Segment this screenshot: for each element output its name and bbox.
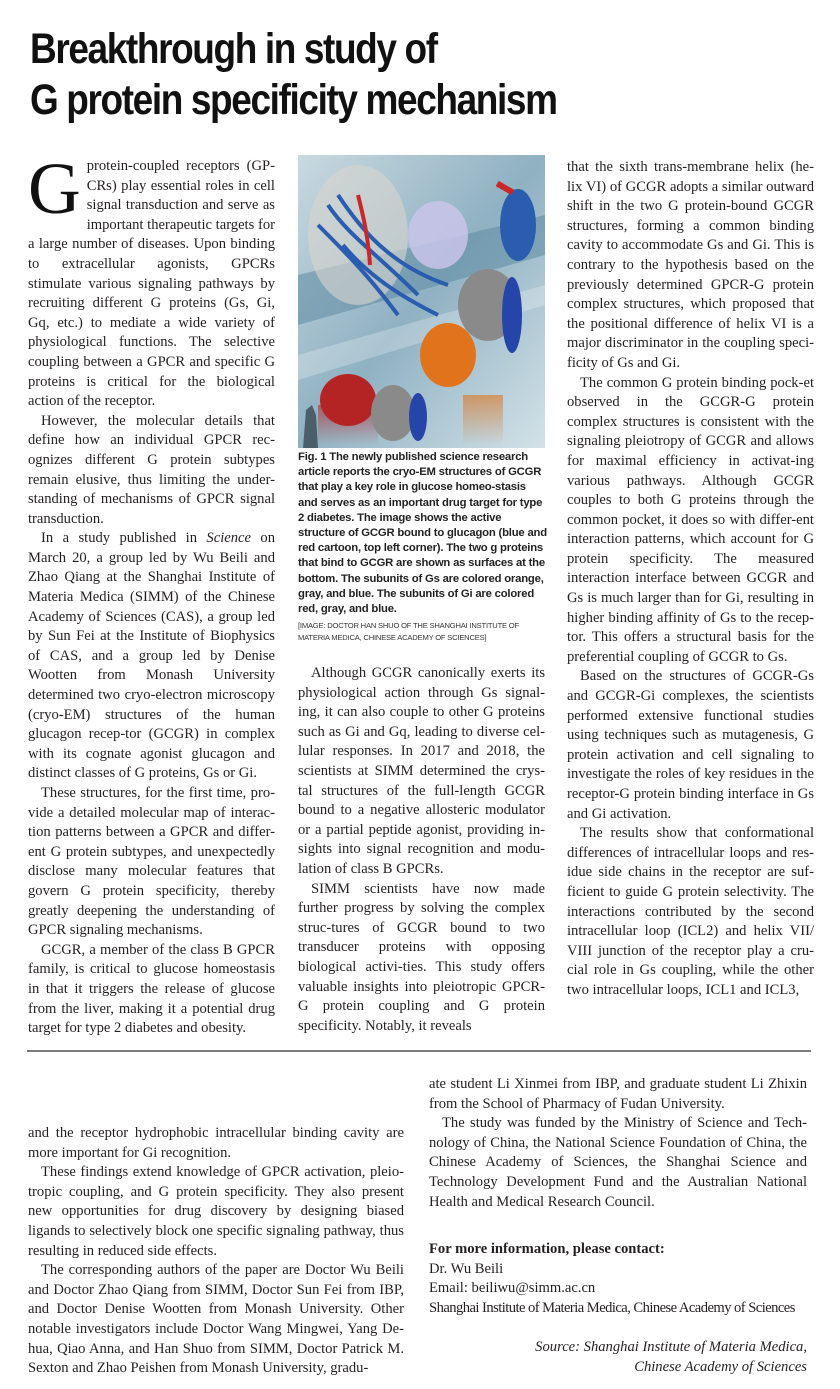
vesicle <box>408 201 468 269</box>
headline-line-2: G protein specificity mechanism <box>30 76 557 124</box>
figure-caption: Fig. 1 The newly published science research article reports the cryo-EM structures of GCGR that play a key role in glucose homeo-stasis and serves as an important drug target for type 2 diabetes. The image shows the active structure of GCGR bound to glucagon (blue and red cartoon, top left corner). The two g proteins that bind to GCGR are shown as surfaces at the bottom. The subunits of Gs are colored orange, gray, and blue. The subunits of Gi are colored red, gray, and blue. <box>298 451 547 616</box>
paragraph: that the sixth trans-membrane helix (he-lix VI) of GCGR adopts a similar outward shift in the two G protein-bound GCGR structures, forming a common binding cavity to accommodate Gs and Gi. This is contrary to the hypothesis based on the previously determined GPCR-G protein complex structures, which proposed that the positional difference of helix VI is a major discriminator in the coupling speci-ficity of Gs and Gi. <box>567 159 814 371</box>
paragraph: The results show that conformational differences of intracellular loops and res-idue side chains in the receptor are suf-ficient to guide G protein selectivity. The interactions contributed by the second intracellular loop (ICL2) and helix VII/ VIII junction of the receptor play a cru-cial role in Gs coupling, while the other two intracellular loops, ICL1 and ICL3, <box>567 825 814 998</box>
figure-image <box>298 155 545 448</box>
paragraph: However, the molecular details that define how an individual GPCR rec-ognizes different G protein subtypes remain elusive, thus limiting the under-standing of mechanisms of GPCR signal transduction. <box>28 412 275 527</box>
article-column-4 <box>28 1124 404 1379</box>
gs-gamma-subunit <box>502 277 522 353</box>
image-credit: [IMAGE: DOCTOR HAN SHUO OF THE SHANGHAI INSTITUTE OF MATERIA MEDICA, CHINESE ACADEMY OF SCIENCES] <box>298 621 519 642</box>
paragraph: Although GCGR canonically exerts its physiological action through Gs signal-ing, it can also couple to other G proteins such as Gi and Gq, leading to diverse cel-lular responses. In 2017 and 2018, the scientists at SIMM determined the crys-tal structures of the full-length GCGR bound to a negative allosteric modulator or a partial peptide agonist, providing in-sights into signal recognition and modu-lation of class B GPCRs. <box>298 665 545 877</box>
paragraph: GCGR, a member of the class B GPCR family, is critical to glucose homeostasis in that it triggers the release of glucose from the liver, making it a potential drug target for type 2 diabetes and obesity. <box>28 941 275 1037</box>
gs-alpha-subunit <box>420 323 476 387</box>
paragraph: Based on the structures of GCGR-Gs and GCGR-Gi complexes, the scientists performed extensive functional studies using techniques such as mutagenesis, G protein activation and cell signaling to investigate the roles of key residues in the receptor-G protein binding interface in Gs and Gi activation. <box>567 668 814 822</box>
paragraph: The study was funded by the Ministry of Science and Tech-nology of China, the National Science Foundation of China, the Chinese Academy of Sciences, the Shanghai Science and Technology Development Fund and the Australian National Health and Medical Research Council. <box>429 1115 807 1210</box>
paragraph: The corresponding authors of the paper are Doctor Wu Beili and Doctor Zhao Qiang from SIMM, Doctor Sun Fei from IBP, and Doctor Denise Wootten from Monash University. Other notable investigators include Doctor Wang Mingwei, Yang De-hua, Qiao Anna, and Han Shuo from SIMM, Doctor Patrick M. Sexton and Zhao Peishen from Monash University, gradu- <box>28 1262 404 1377</box>
contact-block <box>429 1240 809 1318</box>
contact-heading: For more information, please contact: <box>429 1241 665 1257</box>
contact-institution: Shanghai Institute of Materia Medica, Chinese Academy of Sciences <box>429 1299 795 1316</box>
gi-beta-subunit <box>371 385 415 441</box>
paragraph: These structures, for the first time, pro-vide a detailed molecular map of interac-tion patterns between a GPCR and differ-ent G protein subtypes, and unexpectedly disclose many molecular features that govern G protein specificity, thereby greatly deepening the understanding of GPCR signaling mechanisms. <box>28 785 275 939</box>
source-line-1: Source: Shanghai Institute of Materia Medica, <box>535 1339 807 1355</box>
article-column-3 <box>567 158 814 1001</box>
paragraph: In a study published in Science on March 20, a group led by Wu Beili and Zhao Qiang at the Shanghai Institute of Materia Medica (SIMM) of the Chinese Academy of Sciences (CAS), a group led by Sun Fei at the Institute of Biophysics of CAS, and a group led by Denise Wootten from Monash University determined two cryo-electron microscopy (cryo-EM) structures of the human glucagon recep-tor (GCGR) in complex with its cognate agonist glucagon and distinct classes of G proteins, Gs or Gi. <box>28 530 275 782</box>
receptor-surface <box>308 165 408 305</box>
drop-cap: G <box>28 148 81 229</box>
paragraph: Gprotein-coupled receptors (GP-CRs) play essential roles in cell signal transduction and serve as important therapeutic targets for a large number of diseases. Upon binding to extracellular agonists, GPCRs stimulate various signaling pathways by recruiting different G proteins (Gs, Gi, Gq, etc.) to mediate a wide variety of physiological functions. The selective coupling between a GPCR and specific G proteins is critical for the biological action of the receptor. <box>28 148 275 410</box>
article-column-5 <box>429 1075 807 1212</box>
cryo-em-structure-illustration <box>298 155 545 448</box>
paragraph: The common G protein binding pock-et observed in the GCGR-G protein complex structures is consistent with the signaling pleiotropy of GCGR and allows for maximal efficiency in activat-ing various pathways. Although GCGR couples to both G proteins through the common pocket, it does so with differ-ent interaction patterns, which account for G protein specificity. The measured interaction interface between GCGR and Gs is much larger than for Gi, resulting in higher binding affinity of Gs to the recep-tor. This offers a structural basis for the preferential coupling of GCGR to Gs. <box>567 374 814 665</box>
journal-name: Science <box>206 530 251 547</box>
article-column-2 <box>298 664 545 1036</box>
blue-protein-right <box>500 189 536 261</box>
source-attribution <box>535 1338 807 1377</box>
paragraph: These findings extend knowledge of GPCR activation, pleio-tropic coupling, and G protein specificity. They also present new opportunities for drug discovery by designing biased ligands to selectively block one specific signaling pathway, thus resulting in reduced side effects. <box>28 1164 404 1259</box>
gi-gamma-subunit <box>409 393 427 441</box>
headline <box>30 24 709 126</box>
headline-line-1: Breakthrough in study of <box>30 25 437 73</box>
paragraph: and the receptor hydrophobic intracellular binding cavity are more important for Gi recognition. <box>28 1125 404 1161</box>
paragraph: SIMM scientists have now made further progress by solving the complex struc-tures of GCGR bound to two transducer proteins with opposing biological activi-ties. This study offers valuable insights into pleiotropic GPCR-G protein coupling and G protein specificity. Notably, it reveals <box>298 880 545 1034</box>
article-column-1 <box>28 148 275 1039</box>
section-divider <box>27 1050 811 1052</box>
contact-email[interactable]: Email: beiliwu@simm.ac.cn <box>429 1280 596 1297</box>
paragraph: ate student Li Xinmei from IBP, and graduate student Li Zhixin from the School of Pharmacy of Fudan University. <box>429 1076 807 1112</box>
gi-alpha-subunit <box>320 374 376 426</box>
contact-name: Dr. Wu Beili <box>429 1260 504 1277</box>
source-line-2: Chinese Academy of Sciences <box>634 1358 807 1375</box>
gs-motion-trail <box>463 395 503 445</box>
